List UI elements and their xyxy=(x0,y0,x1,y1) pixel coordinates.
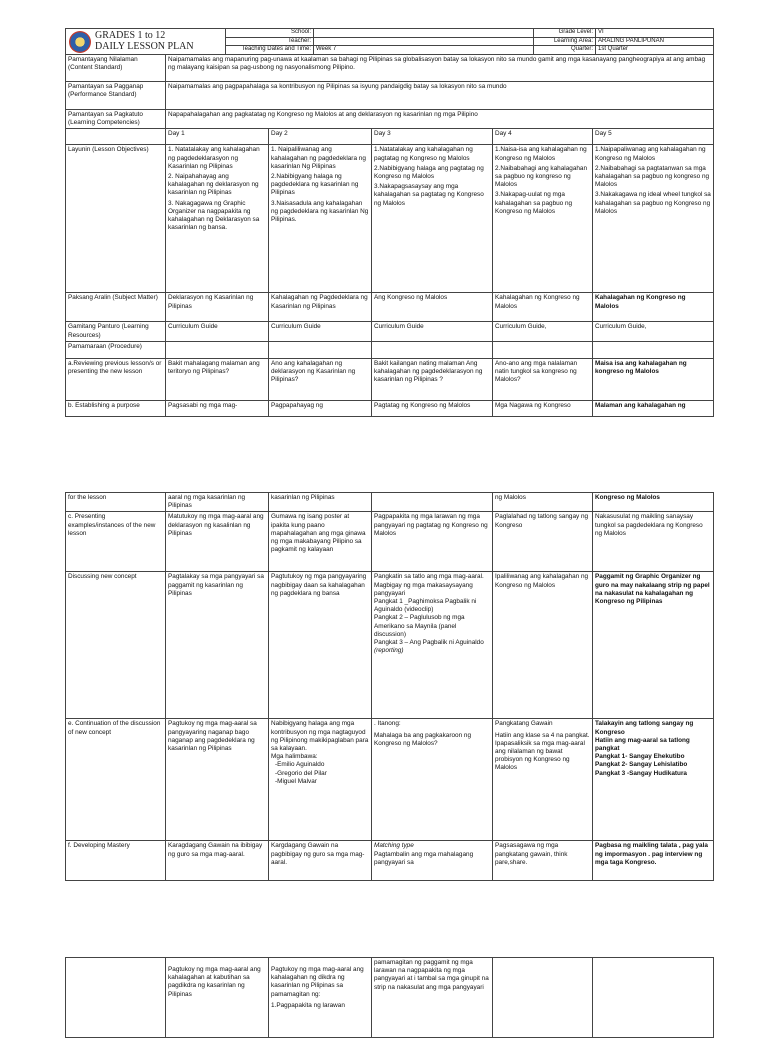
grade-value: VI xyxy=(596,29,714,38)
page3-text: 1.Pagpapakita ng larawan xyxy=(271,1001,345,1009)
continuation-text: -Emilio Aguinaldo xyxy=(275,761,325,769)
mastery-text: Pagtambalin ang mga mahalagang pangyayari sa xyxy=(374,850,474,866)
continuation-text: -Gregorio del Pilar xyxy=(275,769,327,777)
procedure-cell xyxy=(166,341,269,358)
purpose-day-3: Pagtatag ng Kongreso ng Malolos xyxy=(372,400,493,416)
area-label: Learning Area: xyxy=(534,37,596,46)
objective-item: 1.Natatalakay ang kahalagahan ng pagtatag ng Kongreso ng Malolos xyxy=(374,146,473,162)
objectives-day-1 xyxy=(166,145,269,293)
mastery-day-2: Kargdagang Gawain na pagbibigay ng guro sa mga mag-aaral. xyxy=(269,841,372,881)
presenting-label: c. Presenting examples/instances of the new lesson xyxy=(66,512,166,572)
objectives-label: Layunin (Lesson Objectives) xyxy=(66,145,166,293)
discussing-text: (reporting) xyxy=(374,647,404,655)
school-value xyxy=(314,29,534,38)
content-standard-label: Pamantayang Nilalaman (Content Standard) xyxy=(66,55,166,82)
day-header-2: Day 2 xyxy=(269,129,372,145)
content-standard-value: Naipamamalas ang mapanuring pag-unawa at kaalaman sa bahagi ng Pilipinas sa globalisasyon batay sa lokasyon nito sa mundo gamit ang mga kasanayang pangheograpiya at ang ambag ng malayang kaisipan sa pag-usbong ng nasyonalismong Pilipino. xyxy=(166,55,714,82)
subject-day-1: Deklarasyon ng Kasarinlan ng Pilipinas xyxy=(166,293,269,322)
page-1 xyxy=(65,28,713,417)
discussing-day-1: Pagtalakay sa mga pangyayari sa paggamit ng kasarinlan ng Pilipinas xyxy=(166,572,269,719)
lesson-table-2 xyxy=(65,492,714,881)
resources-day-3: Curriculum Guide xyxy=(372,322,493,341)
purpose-cont-day-4: ng Malolos xyxy=(493,493,593,512)
competency-label: Pamantayan sa Pagkatuto (Learning Competencies) xyxy=(66,110,166,129)
page3-day-3: pamamagitan ng paggamit ng mga larawan na nagpapakita ng mga pangyayari at i tambal sa mga ginupit na strip na nakasulat ang mga pangyayari xyxy=(372,958,493,1038)
reviewing-day-1: Bakit mahalagang malaman ang teritoryo ng Pilipinas? xyxy=(166,358,269,400)
resources-label: Gamitang Panturo (Learning Resources) xyxy=(66,322,166,341)
presenting-day-1: Matutukoy ng mga mag-aaral ang deklarasyon ng kasalinlan ng Pilipinas xyxy=(166,512,269,572)
page-3 xyxy=(65,957,713,1038)
lesson-table-3 xyxy=(65,957,714,1038)
resources-day-1: Curriculum Guide xyxy=(166,322,269,341)
objective-item: 3.Naisasadula ang kahalagahan ng pagdedeklara ng kasarinlan Ng Pilipinas. xyxy=(271,199,369,224)
mastery-day-1: Karagdagang Gawain na ibibigay ng guro sa mga mag-aaral. xyxy=(166,841,269,881)
objective-item: 1.Naisa-isa ang kahalagahan ng Kongreso ng Malolos xyxy=(495,146,587,162)
objective-item: 3.Nakapag-uulat ng mga kahalagahan sa pagbuo ng Kongreso ng Malolos xyxy=(495,191,573,215)
discussing-label: Discussing new concept xyxy=(66,572,166,719)
continuation-text: Mga halimbawa: xyxy=(271,753,318,761)
reviewing-day-5: Maisa isa ang kahalagahan ng kongreso ng Malolos xyxy=(593,358,714,400)
reviewing-day-4: Ano-ano ang mga nalalaman natin tungkol sa kongreso ng Malolos? xyxy=(493,358,593,400)
reviewing-day-3: Bakit kailangan nating malaman Ang kahalagahan ng pagdedeklarasyon ng kasarinlan ng Pilipinas ? xyxy=(372,358,493,400)
objective-item: 3.Nakakagawa ng ideal wheel tungkol sa kahalagahan sa pagbuo ng Kongreso ng Malolos xyxy=(595,191,711,215)
presenting-day-3: Pagpapakita ng mga larawan ng mga pangyayari ng pagtatag ng Kongreso ng Malolos xyxy=(372,512,493,572)
continuation-text: Nabibigyang halaga ang mga kontribusyon ng mga nagtaguyod ng Pilipinong makikipaglaban para sa kalayaan. xyxy=(271,720,369,753)
page3-text: Pagtukoy ng mga mag-aaral ang kahalagahan ng dikdra ng kasarinlan ng Pilipinas sa pamamagitan ng: xyxy=(271,966,364,998)
page3-day-2 xyxy=(269,958,372,1038)
objective-item: 1. Natatalakay ang kahalagahan ng pagdedeklarasyon ng Kasarinlan ng Pilipinas xyxy=(168,146,260,170)
area-value: ARALING PANLIPUNAN xyxy=(596,37,714,46)
objectives-day-5 xyxy=(593,145,714,293)
quarter-value: 1st Quarter xyxy=(596,46,714,55)
logo-cell xyxy=(66,29,226,55)
day-header-3: Day 3 xyxy=(372,129,493,145)
quarter-label: Quarter: xyxy=(534,46,596,55)
day-header-5: Day 5 xyxy=(593,129,714,145)
continuation-day-5 xyxy=(593,719,714,841)
mastery-text: Matching type xyxy=(374,842,414,850)
performance-standard-value: Naipamamalas ang pagpapahalaga sa kontribusyon ng Pilipinas sa isyung pandaigdig batay sa lokasyon nito sa mundo xyxy=(166,82,714,110)
objective-item: 1. Naipaliliwanag ang kahalagahan ng pagdedeklara ng kasarinlan Ng Pilipinas xyxy=(271,146,366,170)
continuation-text: . Itanong: xyxy=(374,720,401,728)
procedure-cell xyxy=(372,341,493,358)
teacher-value xyxy=(314,37,534,46)
resources-day-4: Curriculum Guide, xyxy=(493,322,593,341)
subject-label: Paksang Aralin (Subject Matter) xyxy=(66,293,166,322)
presenting-day-2: Gumawa ng isang poster at ipakita kung paano mapahalagahan ang mga ginawa ng mga makabayang Pilipino sa pagkamit ng kalayaan xyxy=(269,512,372,572)
discussing-text: Pangkat 3 – Ang Pagbalik ni Aguinaldo xyxy=(374,639,484,647)
reviewing-day-2: Ano ang kahalagahan ng deklarasyon ng Kasarinlan ng Pilipinas? xyxy=(269,358,372,400)
discussing-text: Pangkat 2 – Paglulusob ng mga Amerikano sa Maynila (panel discussion) xyxy=(374,614,465,638)
purpose-cont-day-5: Kongreso ng Malolos xyxy=(593,493,714,512)
resources-day-5: Curriculum Guide, xyxy=(593,322,714,341)
performance-standard-label: Pamantayan sa Pagganap (Performance Standard) xyxy=(66,82,166,110)
page3-label xyxy=(66,958,166,1038)
mastery-day-5: Pagbasa ng maikling talata , pag yala ng impormasyon . pag interview ng mga taga Kongreso. xyxy=(593,841,714,881)
purpose-cont-day-3 xyxy=(372,493,493,512)
day-header-1: Day 1 xyxy=(166,129,269,145)
purpose-cont-day-1: aaral ng mga kasarinlan ng Pilipinas xyxy=(166,493,269,512)
subject-day-5: Kahalagahan ng Kongreso ng Malolos xyxy=(593,293,714,322)
reviewing-label: a.Reviewing previous lesson/s or presenting the new lesson xyxy=(66,358,166,400)
grade-label: Grade Level: xyxy=(534,29,596,38)
objective-item: 1.Naipapaliwanag ang kahalagahan ng Kongreso ng Malolos xyxy=(595,146,706,162)
page3-day-1: Pagtukoy ng mga mag-aaral ang kahalagahan at kabutihan sa pagdikdra ng kasarinlan ng Pilipinas xyxy=(166,958,269,1038)
objective-item: 2.Nabibigyang halaga ng pagdedeklara ng kasarinlan ng Pilipinas xyxy=(271,173,359,197)
continuation-text: Pangkat 3 -Sangay Hudikatura xyxy=(595,769,687,777)
objective-item: 2. Naipahahayag ang kahalagahan ng deklarasyon ng kasarinlan ng Pilipinas xyxy=(168,173,259,197)
resources-day-2: Curriculum Guide xyxy=(269,322,372,341)
procedure-label: Pamamaraan (Procedure) xyxy=(66,341,166,358)
lesson-table-1 xyxy=(65,54,714,417)
continuation-text: -Miguel Malvar xyxy=(275,777,317,785)
objective-item: 2.Naibabahagi ang kahalagahan sa pagbuo ng kongreso ng Malolos xyxy=(495,164,588,189)
page3-day-5 xyxy=(593,958,714,1038)
continuation-text: Pangkat 1- Sangay Ehekutibo xyxy=(595,753,685,761)
mastery-label: f. Developing Mastery xyxy=(66,841,166,881)
continuation-text: Talakayin ang tatlong sangay ng Kongreso xyxy=(595,720,694,736)
objective-item: 2.Nabibigyang halaga ang pagtatag ng Kongreso ng Malolos xyxy=(374,164,484,181)
purpose-label: b. Establishing a purpose xyxy=(66,400,166,416)
procedure-cell xyxy=(593,341,714,358)
day-header-4: Day 4 xyxy=(493,129,593,145)
continuation-text: Pangkat 2- Sangay Lehislatibo xyxy=(595,761,688,769)
purpose-day-2: Pagpapahayag ng xyxy=(269,400,372,416)
subject-day-3: Ang Kongreso ng Malolos xyxy=(372,293,493,322)
purpose-day-5: Malaman ang kahalagahan ng xyxy=(593,400,714,416)
discussing-day-2: Pagtutukoy ng mga pangyayaring nagbibigay daan sa kahalagahan ng pagdeklara ng bansa xyxy=(269,572,372,719)
header-table xyxy=(65,28,714,55)
discussing-day-3 xyxy=(372,572,493,719)
logo-line-2: DAILY LESSON PLAN xyxy=(95,41,194,52)
lesson-plan-title xyxy=(95,30,194,52)
presenting-day-5: Nakasusulat ng maikling sanaysay tungkol sa pagdedeklara ng Kongreso ng Malolos xyxy=(593,512,714,572)
continuation-label: e. Continuation of the discussion of new concept xyxy=(66,719,166,841)
discussing-text: Pangkatin sa tatlo ang mga mag-aaral. Magbigay ng mga makasaysayang pangyayari xyxy=(374,573,484,597)
procedure-cell xyxy=(493,341,593,358)
day-header-blank xyxy=(66,129,166,145)
page3-day-4 xyxy=(493,958,593,1038)
continuation-text: Mahalaga ba ang pagkakaroon ng Kongreso ng Malolos? xyxy=(374,731,472,747)
objective-item: 3. Nakagagawa ng Graphic Organizer na nagpapakita ng kahalagahan ng Deklarasyon sa kasarinlan ng bansa. xyxy=(168,199,260,232)
continuation-day-1: Pagtukoy ng mga mag-aaral sa pangyayaring naganap bago naganap ang pagdedeklara ng kasarinlan ng Pilipinas xyxy=(166,719,269,841)
subject-day-4: Kahalagahan ng Kongreso ng Malolos xyxy=(493,293,593,322)
objective-item: 2.Naibabahagi sa pagtatanwan sa mga kahalagahan sa pagbuo ng kongreso ng Malolos xyxy=(595,164,710,189)
discussing-text: Pangkat 1 _Paghimoksa Pagbalik ni Aguinaldo (videoclip) xyxy=(374,598,477,614)
continuation-day-3 xyxy=(372,719,493,841)
subject-day-2: Kahalagahan ng Pagdedeklara ng Kasarinlan ng Pilipinas xyxy=(269,293,372,322)
deped-seal-icon xyxy=(69,31,91,53)
dates-label: Teaching Dates and Time: xyxy=(226,46,314,55)
mastery-day-4: Pagsasagawa ng mga pangkatang gawain, think pare,share. xyxy=(493,841,593,881)
continuation-text: Hatiin ang klase sa 4 na pangkat. Ipapasaliksik sa mga mag-aaral ang nilalaman ng bawat probisyon ng Kongreso ng Malolos xyxy=(495,731,590,772)
objectives-day-2 xyxy=(269,145,372,293)
mastery-day-3 xyxy=(372,841,493,881)
continuation-day-2 xyxy=(269,719,372,841)
purpose-day-1: Pagsasabi ng mga mag- xyxy=(166,400,269,416)
teacher-label: Teacher: xyxy=(226,37,314,46)
logo-line-1: GRADES 1 to 12 xyxy=(95,30,166,41)
purpose-cont-label: for the lesson xyxy=(66,493,166,512)
objectives-day-3 xyxy=(372,145,493,293)
discussing-day-4: Ipaliliwanag ang kahalagahan ng Kongreso ng Malolos xyxy=(493,572,593,719)
objectives-day-4 xyxy=(493,145,593,293)
page-2 xyxy=(65,492,713,881)
discussing-day-5: Paggamit ng Graphic Organizer ng guro na may nakalaang strip ng papel na nakasulat na kahalagahan ng Kongreso ng Pilipinas xyxy=(593,572,714,719)
competency-value: Napapahalagahan ang pagkatatag ng Kongreso ng Malolos at ang deklarasyon ng kasarinlan ng mga Pilipino xyxy=(166,110,714,129)
presenting-day-4: Paglalahad ng tatlong sangay ng Kongreso xyxy=(493,512,593,572)
procedure-cell xyxy=(269,341,372,358)
continuation-text: Hatiin ang mag-aaral sa tatlong pangkat xyxy=(595,736,690,753)
objective-item: 3.Nakapagsasaysay ang mga kahalagahan sa pagtatag ng Kongreso ng Malolos xyxy=(374,183,484,207)
purpose-cont-day-2: kasarinlan ng Pilipinas xyxy=(269,493,372,512)
continuation-day-4 xyxy=(493,719,593,841)
continuation-text: Pangkatang Gawain xyxy=(495,720,553,728)
purpose-day-4: Mga Nagawa ng Kongreso xyxy=(493,400,593,416)
dates-value: Week 7 xyxy=(314,46,534,55)
school-label: School: xyxy=(226,29,314,38)
